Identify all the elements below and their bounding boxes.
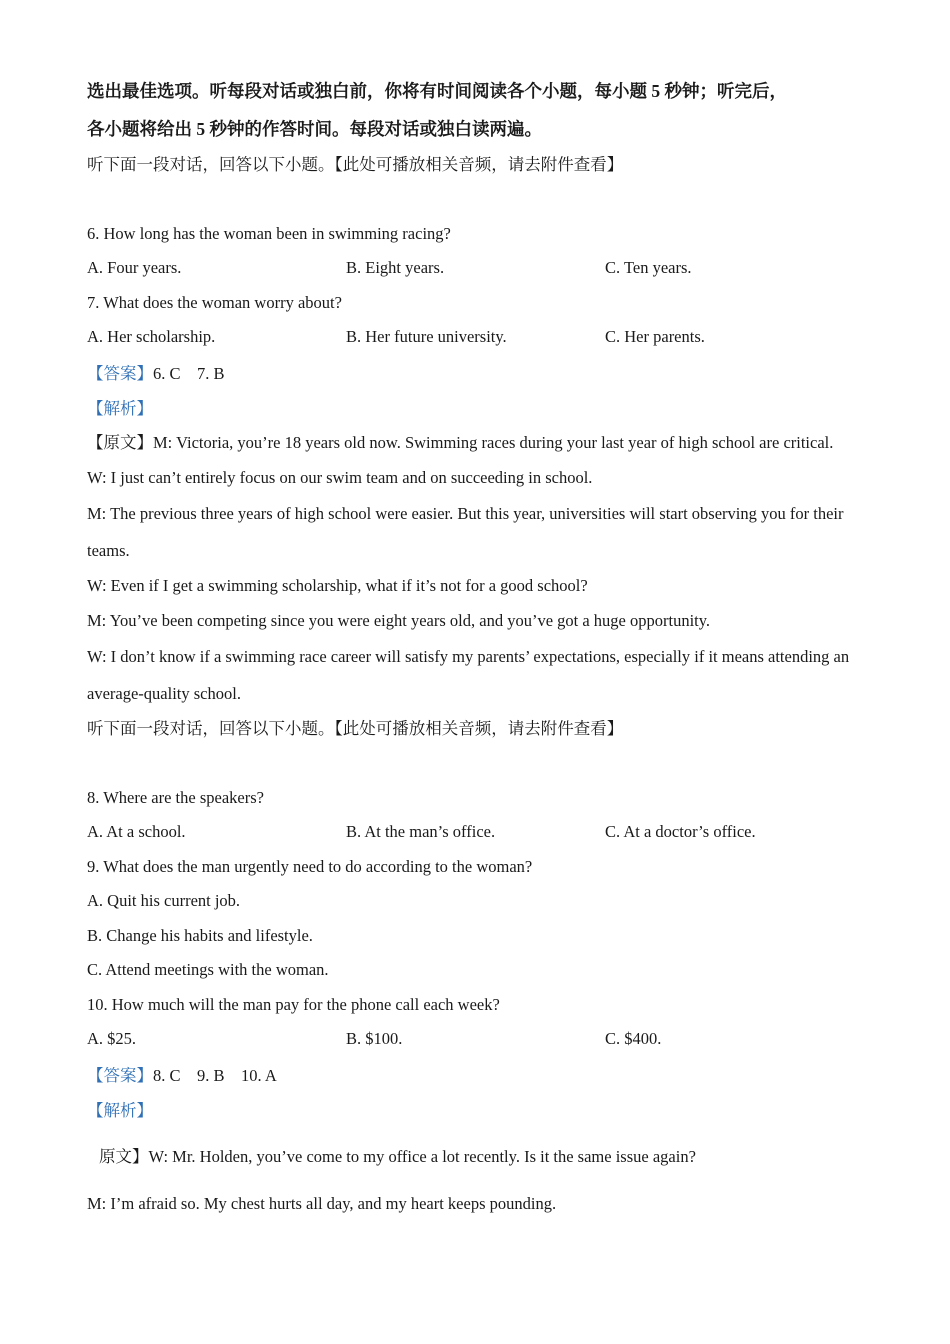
transcript-line: average-quality school. [87, 684, 241, 703]
answer-text: 6. C 7. B [153, 363, 225, 383]
analysis-tag: 【解析】 [87, 398, 153, 418]
analysis-tag: 【解析】 [87, 1100, 153, 1120]
option-a: A. Four years. [87, 258, 182, 277]
option-a: A. Her scholarship. [87, 327, 216, 346]
option-b: B. Eight years. [346, 258, 445, 277]
transcript-line: 【原文】M: Victoria, you’re 18 years old now. Swimming races during your last year of high school are critical. [87, 433, 834, 452]
option-c: C. $400. [605, 1029, 662, 1048]
question-6: 6. How long has the woman been in swimming racing? [87, 223, 451, 243]
question-10: 10. How much will the man pay for the phone call each week? [87, 994, 500, 1014]
answer-text: 8. C 9. B 10. A [153, 1065, 277, 1085]
option-a: A. At a school. [87, 822, 186, 841]
transcript-line: W: Even if I get a swimming scholarship, what if it’s not for a good school? [87, 576, 588, 595]
question-8-options [87, 815, 877, 850]
option-c: C. Attend meetings with the woman. [87, 960, 329, 979]
answer-line-2 [87, 1057, 877, 1094]
transcript-line: M: The previous three years of high school were easier. But this year, universities will start observing you for their [87, 504, 844, 523]
question-10-options [87, 1022, 877, 1057]
transcript-line: W: I just can’t entirely focus on our swim team and on succeeding in school. [87, 467, 593, 487]
question-9: 9. What does the man urgently need to do according to the woman? [87, 856, 533, 876]
answer-line-1 [87, 355, 877, 392]
question-6-options [87, 251, 877, 286]
option-c: C. Ten years. [605, 258, 692, 277]
document-page [87, 72, 877, 1221]
option-a: A. $25. [87, 1029, 137, 1048]
instructions-line-2: 各小题将给出 5 秒钟的作答时间。每段对话或独白读两遍。 [87, 119, 542, 139]
transcript-line: W: I don’t know if a swimming race career will satisfy my parents’ expectations, especially if it means attending an [87, 647, 850, 666]
answer-tag: 【答案】 [87, 1065, 153, 1085]
question-7: 7. What does the woman worry about? [87, 292, 342, 312]
transcript-line: teams. [87, 541, 130, 560]
transcript-line: M: I’m afraid so. My chest hurts all day, and my heart keeps pounding. [87, 1193, 557, 1213]
question-7-options [87, 320, 877, 355]
transcript-line: M: You’ve been competing since you were eight years old, and you’ve got a huge opportunity. [87, 610, 711, 630]
instructions-line-1: 选出最佳选项。听每段对话或独白前，你将有时间阅读各个小题，每小题 5 秒钟；听完后， [87, 81, 787, 101]
section1-prompt: 听下面一段对话，回答以下小题。【此处可播放相关音频，请去附件查看】 [87, 155, 624, 174]
option-c: C. At a doctor’s office. [605, 822, 756, 841]
option-a: A. Quit his current job. [87, 891, 241, 910]
option-b: B. Her future university. [346, 327, 507, 346]
answer-tag: 【答案】 [87, 363, 153, 383]
question-8: 8. Where are the speakers? [87, 787, 264, 807]
option-c: C. Her parents. [605, 327, 705, 346]
option-b: B. Change his habits and lifestyle. [87, 925, 313, 945]
transcript-line: 原文】W: Mr. Holden, you’ve come to my office a lot recently. Is it the same issue again? [99, 1147, 696, 1166]
section2-prompt: 听下面一段对话，回答以下小题。【此处可播放相关音频，请去附件查看】 [87, 719, 624, 738]
option-b: B. At the man’s office. [346, 822, 496, 841]
option-b: B. $100. [346, 1029, 403, 1048]
